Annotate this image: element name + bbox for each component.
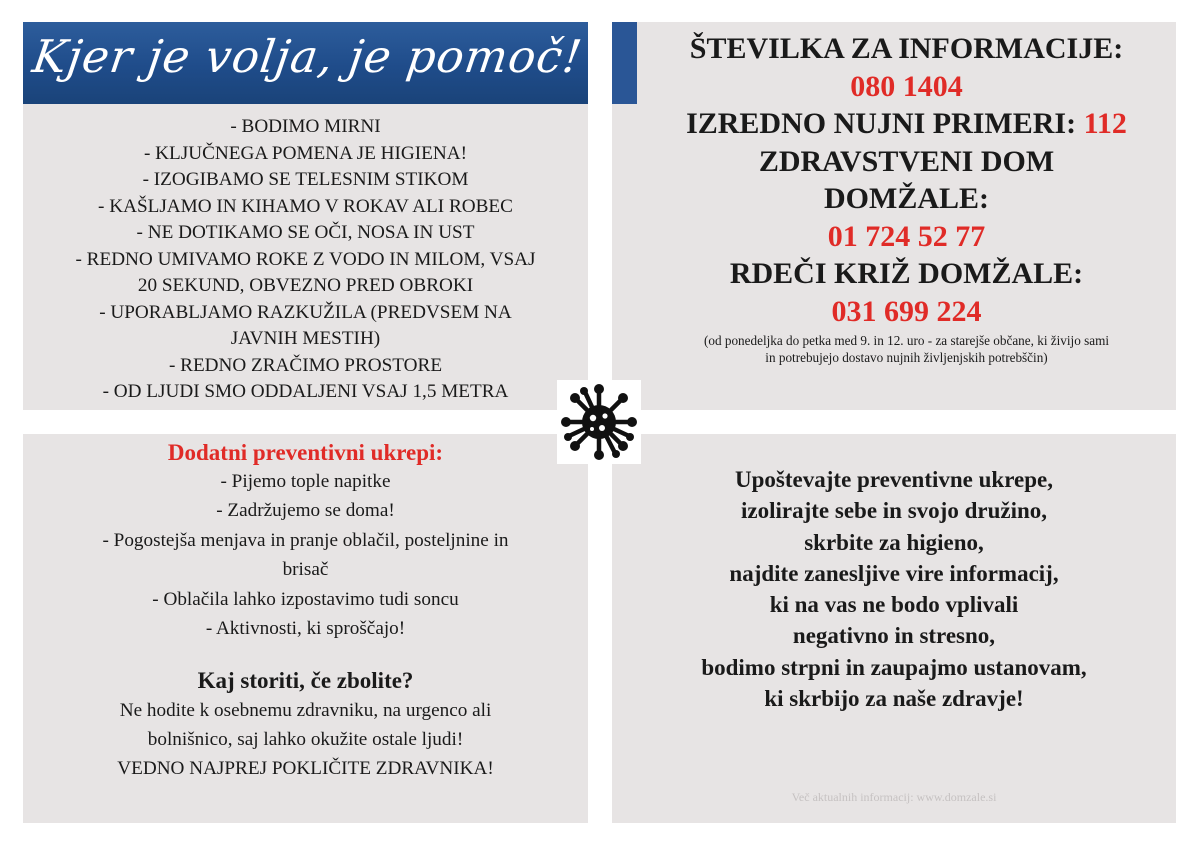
sick-answer-line: bolnišnico, saj lahko okužite ostale ljudi! <box>147 729 464 751</box>
list-item: - UPORABLJAMO RAZKUŽILA (PREDVSEM NA <box>99 301 512 323</box>
extra-measures-title: Dodatni preventivni ukrepi: <box>167 440 444 465</box>
slogan-text: Kjer je volja, je pomoč! <box>29 30 586 83</box>
list-item: - Pogostejša menjava in pranje oblačil, posteljnine in <box>102 529 509 551</box>
list-item: - Pijemo tople napitke <box>220 471 391 492</box>
accent-bar <box>612 22 637 104</box>
list-item: - NE DOTIKAMO SE OČI, NOSA IN UST <box>136 222 475 243</box>
extra-measures-panel <box>23 434 588 823</box>
extra-measures-content <box>23 438 588 783</box>
advice-line: bodimo strpni in zaupajmo ustanovam, <box>701 654 1087 680</box>
advice-line: ki skrbijo za naše zdravje! <box>764 686 1024 712</box>
advice-panel <box>612 434 1176 823</box>
slogan-banner <box>23 22 588 104</box>
list-item: - KLJUČNEGA POMENA JE HIGIENA! <box>144 142 467 164</box>
virus-icon <box>557 380 641 464</box>
redcross-note <box>637 332 1176 366</box>
website-footer: Več aktualnih informacij: www.domzale.si <box>791 790 997 804</box>
emergency-label: IZREDNO NUJNI PRIMERI: <box>686 107 1077 140</box>
list-item: 20 SEKUND, OBVEZNO PRED OBROKI <box>137 275 474 296</box>
note-line: (od ponedeljka do petka med 9. in 12. uro - za starejše občane, ki živijo sami <box>703 333 1110 348</box>
note-line: in potrebujejo dostavo nujnih življenjskih potrebščin) <box>765 350 1048 365</box>
advice-line: negativno in stresno, <box>792 623 996 649</box>
info-label: ŠTEVILKA ZA INFORMACIJE: <box>689 32 1124 65</box>
list-item: - BODIMO MIRNI <box>230 116 381 137</box>
advice-line: ki na vas ne bodo vplivali <box>769 592 1019 618</box>
list-item: JAVNIH MESTIH) <box>230 328 381 349</box>
list-item: - REDNO UMIVAMO ROKE Z VODO IN MILOM, VSAJ <box>75 248 536 270</box>
health-label-1: ZDRAVSTVENI DOM <box>758 144 1055 178</box>
contacts-content <box>637 30 1176 366</box>
contacts-panel <box>612 22 1176 410</box>
sick-answer-line: VEDNO NAJPREJ POKLIČITE ZDRAVNIKA! <box>117 758 494 780</box>
list-item: brisač <box>282 559 329 581</box>
advice-line: skrbite za higieno, <box>804 529 984 555</box>
list-item: - KAŠLJAMO IN KIHAMO V ROKAV ALI ROBEC <box>98 195 513 217</box>
list-item: - Aktivnosti, ki sproščajo! <box>205 618 406 640</box>
advice-line: najdite zanesljive vire informacij, <box>729 560 1059 586</box>
hygiene-panel <box>23 22 588 410</box>
emergency-number: 112 <box>1083 107 1127 140</box>
advice-content <box>612 464 1176 714</box>
hygiene-list <box>23 114 588 406</box>
sick-question: Kaj storiti, če zbolite? <box>197 668 414 694</box>
list-item: - Zadržujemo se doma! <box>216 500 395 522</box>
sick-answer-line: Ne hodite k osebnemu zdravniku, na urgenco ali <box>119 700 492 722</box>
emergency-line <box>637 105 1176 143</box>
advice-line: Upoštevajte preventivne ukrepe, <box>735 467 1053 492</box>
list-item: - IZOGIBAMO SE TELESNIM STIKOM <box>142 169 469 190</box>
info-number: 080 1404 <box>850 69 963 103</box>
health-label-2: DOMŽALE: <box>824 182 989 215</box>
advice-line: izolirajte sebe in svojo družino, <box>741 498 1047 524</box>
list-item: - REDNO ZRAČIMO PROSTORE <box>168 354 443 376</box>
redcross-number: 031 699 224 <box>831 294 982 328</box>
health-number: 01 724 52 77 <box>827 219 986 253</box>
list-item: - Oblačila lahko izpostavimo tudi soncu <box>152 588 459 610</box>
redcross-label: RDEČI KRIŽ DOMŽALE: <box>729 257 1084 290</box>
list-item: - OD LJUDI SMO ODDALJENI VSAJ 1,5 METRA <box>102 381 509 402</box>
